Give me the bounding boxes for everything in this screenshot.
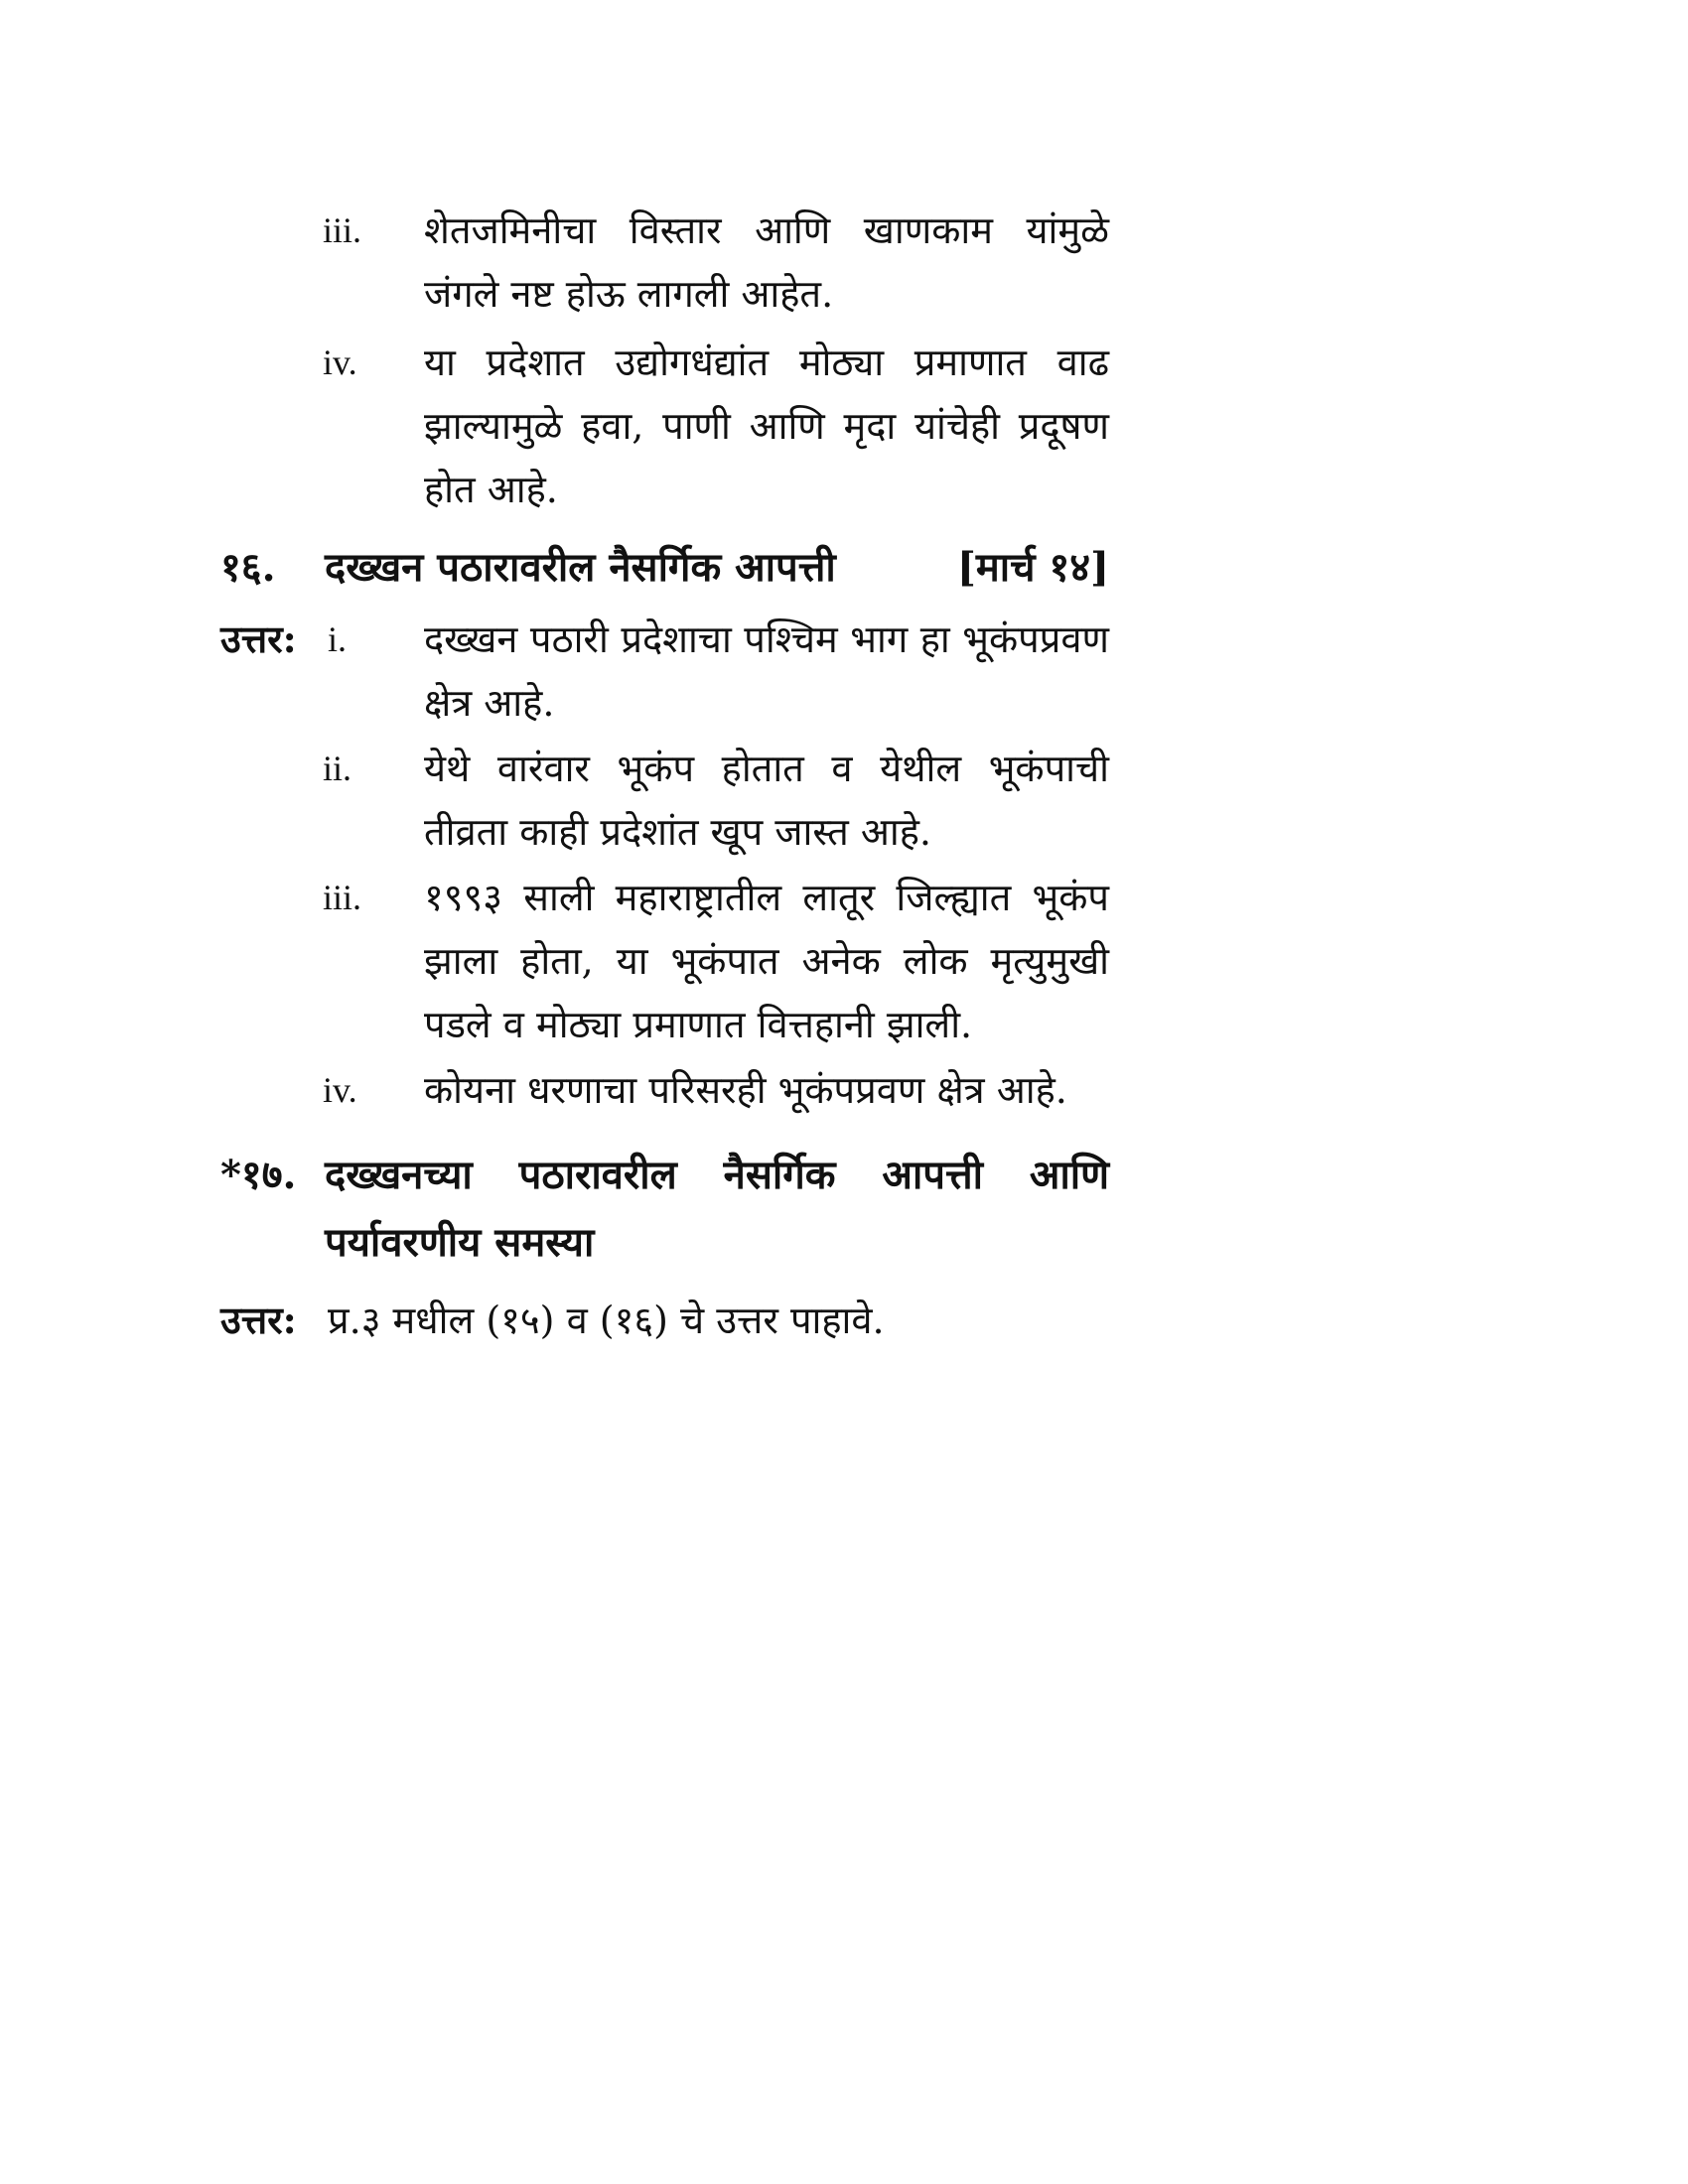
item-text: दख्खन पठारी प्रदेशाचा पश्चिम भाग हा भूकंपप्रवण क्षेत्र आहे. <box>424 617 1109 725</box>
list-item <box>0 737 1688 866</box>
item-numeral: iv. <box>323 1070 357 1110</box>
question-title-row <box>325 536 1109 600</box>
item-numeral: iv. <box>323 342 357 382</box>
list-item <box>0 1058 1688 1122</box>
item-text: या प्रदेशात उद्योगधंद्यांत मोठ्या प्रमाणात वाढ झाल्यामुळे हवा, पाणी आणि मृदा यांचेही प्रदूषण होत आहे. <box>424 341 1109 511</box>
list-item <box>0 331 1688 519</box>
item-text: कोयना धरणाचा परिसरही भूकंपप्रवण क्षेत्र आहे. <box>424 1068 1067 1112</box>
item-numeral: ii. <box>323 749 352 788</box>
list-item <box>0 199 1688 328</box>
item-numeral: iii. <box>323 210 362 250</box>
question-title: दख्खनच्या पठारावरील नैसर्गिक आपत्ती आणि पर्यावरणीय समस्या <box>325 1152 1109 1266</box>
item-text: १९९३ साली महाराष्ट्रातील लातूर जिल्ह्यात भूकंप झाला होता, या भूकंपात अनेक लोक मृत्युमुखी पडले व मोठ्या प्रमाणात वित्तहानी झाली. <box>424 876 1109 1046</box>
question-heading <box>0 536 1688 600</box>
list-item <box>0 608 1688 737</box>
answer-row <box>0 1289 1688 1352</box>
answer-label: उत्तर: <box>220 1297 297 1342</box>
answer-label: उत्तर: <box>220 616 297 661</box>
question-number: १६. <box>220 544 276 591</box>
item-numeral: i. <box>328 619 348 659</box>
question-heading <box>0 1142 1688 1281</box>
item-numeral: iii. <box>323 878 362 917</box>
list-item <box>0 866 1688 1056</box>
question-title: दख्खन पठारावरील नैसर्गिक आपत्ती <box>325 544 836 591</box>
item-text: येथे वारंवार भूकंप होतात व येथील भूकंपाची तीव्रता काही प्रदेशांत खूप जास्त आहे. <box>424 747 1109 854</box>
exam-tag: [मार्च १४] <box>956 544 1109 591</box>
question-number: *१७. <box>220 1152 297 1198</box>
item-text: शेतजमिनीचा विस्तार आणि खाणकाम यांमुळे जंगले नष्ट होऊ लागली आहेत. <box>424 208 1109 316</box>
answer-text: प्र.३ मधील (१५) व (१६) चे उत्तर पाहावे. <box>328 1298 885 1342</box>
